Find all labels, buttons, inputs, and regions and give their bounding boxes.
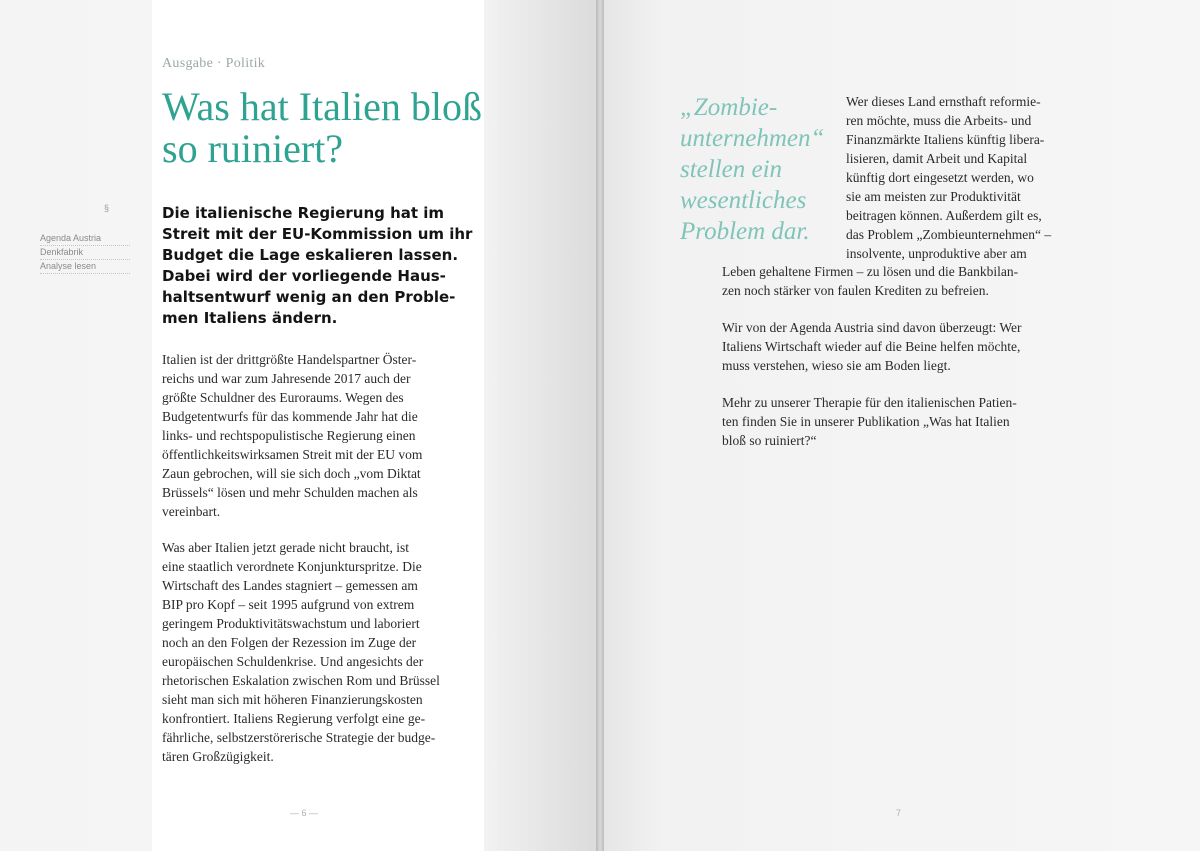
lead-line: Die italienische Regierung hat im: [162, 204, 445, 222]
body-line: künftig dort eingesetzt werden, wo: [846, 170, 1034, 185]
body-line: Finanzmärkte Italiens künftig liberа-: [846, 132, 1045, 147]
side-note: [40, 232, 130, 274]
body-line: Zaun gebrochen, will sie sich doch „vom Diktat: [162, 466, 421, 481]
lead-line: Budget die Lage eskalieren lassen.: [162, 246, 459, 264]
body-line: eine staatlich verordnete Konjunkturspritze. Die: [162, 559, 422, 574]
body-line: Was aber Italien jetzt gerade nicht braucht, ist: [162, 540, 410, 555]
pull-quote-line: unternehmen“: [680, 125, 825, 152]
body-paragraph-1: [162, 350, 482, 521]
right-paragraph-1-continued: [722, 262, 1098, 300]
body-line: Italien ist der drittgrößte Handelspartner Öster-: [162, 352, 417, 367]
section-kicker: Ausgabe · Politik: [162, 56, 266, 71]
body-line: tären Großzügigkeit.: [162, 749, 274, 764]
body-line: vereinbart.: [162, 504, 221, 519]
body-line: ren möchte, muss die Arbeits- und: [846, 113, 1032, 128]
right-paragraph-2: [722, 318, 1098, 375]
pull-quote: [680, 92, 840, 247]
article-headline: [162, 86, 484, 170]
body-line: geringem Produktivitätswachstum und laboriert: [162, 616, 420, 631]
body-line: Brüssels“ lösen und mehr Schulden machen als: [162, 485, 418, 500]
body-line: links- und rechtspopulistische Regierung einen: [162, 428, 416, 443]
side-note-line: Analyse lesen: [40, 260, 130, 274]
body-line: öffentlichkeitswirksamen Streit mit der EU vom: [162, 447, 423, 462]
lead-line: men Italiens ändern.: [162, 309, 338, 327]
pull-quote-line: „Zombie-: [680, 94, 778, 121]
body-line: BIP pro Kopf – seit 1995 aufgrund von extrem: [162, 597, 415, 612]
page-gutter: [596, 0, 604, 851]
body-line: zen noch stärker von faulen Krediten zu befreien.: [722, 283, 989, 298]
pull-quote-line: Problem dar.: [680, 218, 810, 245]
body-line: Wer dieses Land ernsthaft reformie-: [846, 94, 1041, 109]
body-line: sie am meisten zur Produktivität: [846, 189, 1021, 204]
lead-line: haltsentwurf wenig an den Proble-: [162, 288, 456, 306]
lead-paragraph: [162, 203, 480, 329]
body-line: noch an den Folgen der Rezession im Zuge der: [162, 635, 417, 650]
page-shadow: [484, 0, 596, 851]
body-line: insolvente, unproduktive aber am: [846, 246, 1027, 261]
pull-quote-line: wesentliches: [680, 187, 807, 214]
body-line: das Problem „Zombieunternehmen“ –: [846, 227, 1052, 242]
body-line: reichs und war zum Jahresende 2017 auch der: [162, 371, 411, 386]
body-paragraph-2: [162, 538, 482, 766]
body-line: größte Schuldner des Euroraums. Wegen des: [162, 390, 404, 405]
body-line: muss verstehen, wieso sie am Boden liegt.: [722, 358, 951, 373]
page-number-left: — 6 —: [290, 808, 319, 818]
lead-line: Dabei wird der vorliegende Haus-: [162, 267, 446, 285]
body-line: Mehr zu unserer Therapie für den italienischen Patien-: [722, 395, 1017, 410]
headline-line: so ruiniert?: [162, 126, 344, 170]
body-line: europäischen Schuldenkrise. Und angesichts der: [162, 654, 424, 669]
side-note-line: Denkfabrik: [40, 246, 130, 260]
body-line: konfrontiert. Italiens Regierung verfolgt eine ge-: [162, 711, 426, 726]
right-paragraph-3: [722, 393, 1098, 450]
pull-quote-line: stellen ein: [680, 156, 783, 183]
body-line: Italiens Wirtschaft wieder auf die Beine helfen möchte,: [722, 339, 1021, 354]
body-line: fährliche, selbstzerstörerische Strategie der budge-: [162, 730, 436, 745]
body-line: sieht man sich mit höheren Finanzierungskosten: [162, 692, 423, 707]
body-line: Wir von der Agenda Austria sind davon überzeugt: Wer: [722, 320, 1022, 335]
lead-line: Streit mit der EU-Kommission um ihr: [162, 225, 473, 243]
body-line: rhetorischen Eskalation zwischen Rom und Brüssel: [162, 673, 440, 688]
body-line: lisieren, damit Arbeit und Kapital: [846, 151, 1028, 166]
body-line: beitragen können. Außerdem gilt es,: [846, 208, 1042, 223]
right-paragraph-1: [846, 92, 1096, 263]
body-line: Budgetentwurfs für das kommende Jahr hat die: [162, 409, 418, 424]
body-line: Wirtschaft des Landes stagniert – gemessen am: [162, 578, 418, 593]
body-line: bloß so ruiniert?“: [722, 433, 817, 448]
body-line: ten finden Sie in unserer Publikation „Was hat Italien: [722, 414, 1010, 429]
side-note-line: Agenda Austria: [40, 232, 130, 246]
body-line: Leben gehaltene Firmen – zu lösen und die Bankbilan-: [722, 264, 1019, 279]
page-number-right: 7: [896, 808, 902, 818]
headline-line: Was hat Italien bloß: [162, 86, 483, 129]
section-mark: §: [104, 203, 110, 213]
